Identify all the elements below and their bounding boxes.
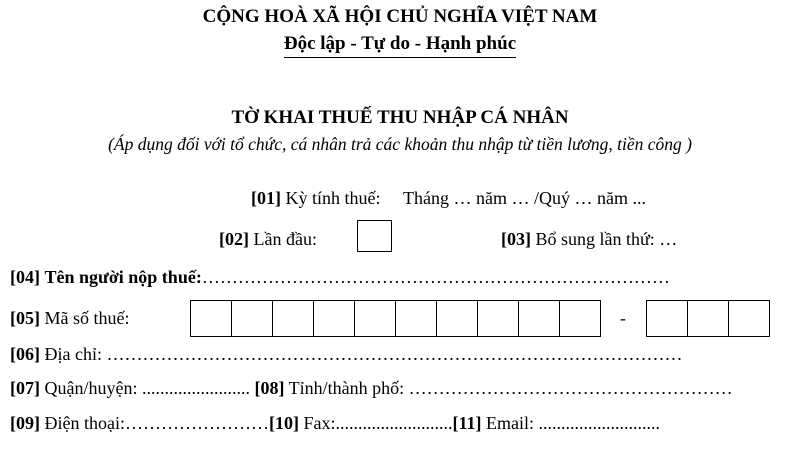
first-time-label: Lần đầu: [253, 229, 317, 249]
first-time-field [219, 229, 317, 250]
taxpayer-name-label: Tên người nộp thuế: [44, 267, 202, 287]
tax-code-digit-box[interactable] [477, 300, 519, 337]
first-time-checkbox[interactable] [357, 220, 392, 252]
tax-code-digit-box[interactable] [559, 300, 601, 337]
tax-period-code: [01] [251, 188, 281, 208]
district-code: [07] [10, 378, 40, 398]
tax-period-label: Kỳ tính thuế: [285, 188, 381, 208]
tax-code-field [10, 308, 130, 329]
form-title: TỜ KHAI THUẾ THU NHẬP CÁ NHÂN [231, 107, 569, 128]
supplement-code: [03] [501, 229, 531, 249]
phone-label: Điện thoại: [44, 413, 125, 433]
address-code: [06] [10, 344, 40, 364]
address-field [10, 344, 682, 365]
district-province-row [10, 378, 733, 399]
taxpayer-name-input[interactable]: …………………………………………………………………… [201, 267, 670, 287]
tax-code-dash: - [620, 308, 626, 328]
first-time-code: [02] [219, 229, 249, 249]
province-code: [08] [254, 378, 285, 398]
phone-input[interactable]: …………………… [124, 413, 269, 433]
province-label: Tỉnh/thành phố: [288, 378, 405, 398]
email-label: Email: [486, 413, 534, 433]
tax-code-digit-box[interactable] [190, 300, 232, 337]
tax-code-digit-box[interactable] [231, 300, 273, 337]
tax-code-suffix-box[interactable] [646, 300, 688, 337]
motto-wrapper [0, 33, 800, 58]
tax-code-code: [05] [10, 308, 40, 328]
email-input[interactable]: ........................... [538, 413, 660, 433]
tax-code-suffix-boxes [646, 300, 770, 337]
address-input[interactable]: …………………………………………………………………………………… [106, 344, 683, 364]
address-label: Địa chỉ: [44, 344, 102, 364]
fax-label: Fax: [303, 413, 336, 433]
phone-code: [09] [10, 413, 40, 433]
tax-code-label: Mã số thuế: [44, 308, 130, 328]
taxpayer-name-code: [04] [10, 267, 40, 287]
contact-row [10, 413, 660, 434]
tax-period-value[interactable]: Tháng … năm … /Quý … năm ... [403, 188, 646, 208]
tax-code-suffix-box[interactable] [728, 300, 770, 337]
supplement-field [501, 229, 677, 250]
tax-code-digit-box[interactable] [313, 300, 355, 337]
form-subtitle: (Áp dụng đối với tổ chức, cá nhân trả các khoản thu nhập từ tiền lương, tiền công ) [108, 134, 692, 154]
fax-code: [10] [268, 413, 299, 433]
tax-code-digit-box[interactable] [395, 300, 437, 337]
tax-code-digit-box[interactable] [354, 300, 396, 337]
supplement-label[interactable]: Bổ sung lần thứ: … [535, 229, 678, 249]
email-code: [11] [452, 413, 482, 433]
tax-code-digit-box[interactable] [272, 300, 314, 337]
district-input[interactable]: ........................ [141, 378, 250, 398]
taxpayer-name-field [10, 267, 670, 288]
tax-code-main-boxes [190, 300, 601, 337]
motto: Độc lập - Tự do - Hạnh phúc [284, 33, 516, 58]
tax-code-digit-box[interactable] [436, 300, 478, 337]
province-input[interactable]: ……………………………………………… [408, 378, 733, 398]
tax-period-field [251, 188, 646, 209]
fax-input[interactable]: .......................... [335, 413, 453, 433]
tax-code-digit-box[interactable] [518, 300, 560, 337]
tax-code-suffix-box[interactable] [687, 300, 729, 337]
district-label: Quận/huyện: [44, 378, 138, 398]
nation-header: CỘNG HOÀ XÃ HỘI CHỦ NGHĨA VIỆT NAM [202, 6, 598, 27]
